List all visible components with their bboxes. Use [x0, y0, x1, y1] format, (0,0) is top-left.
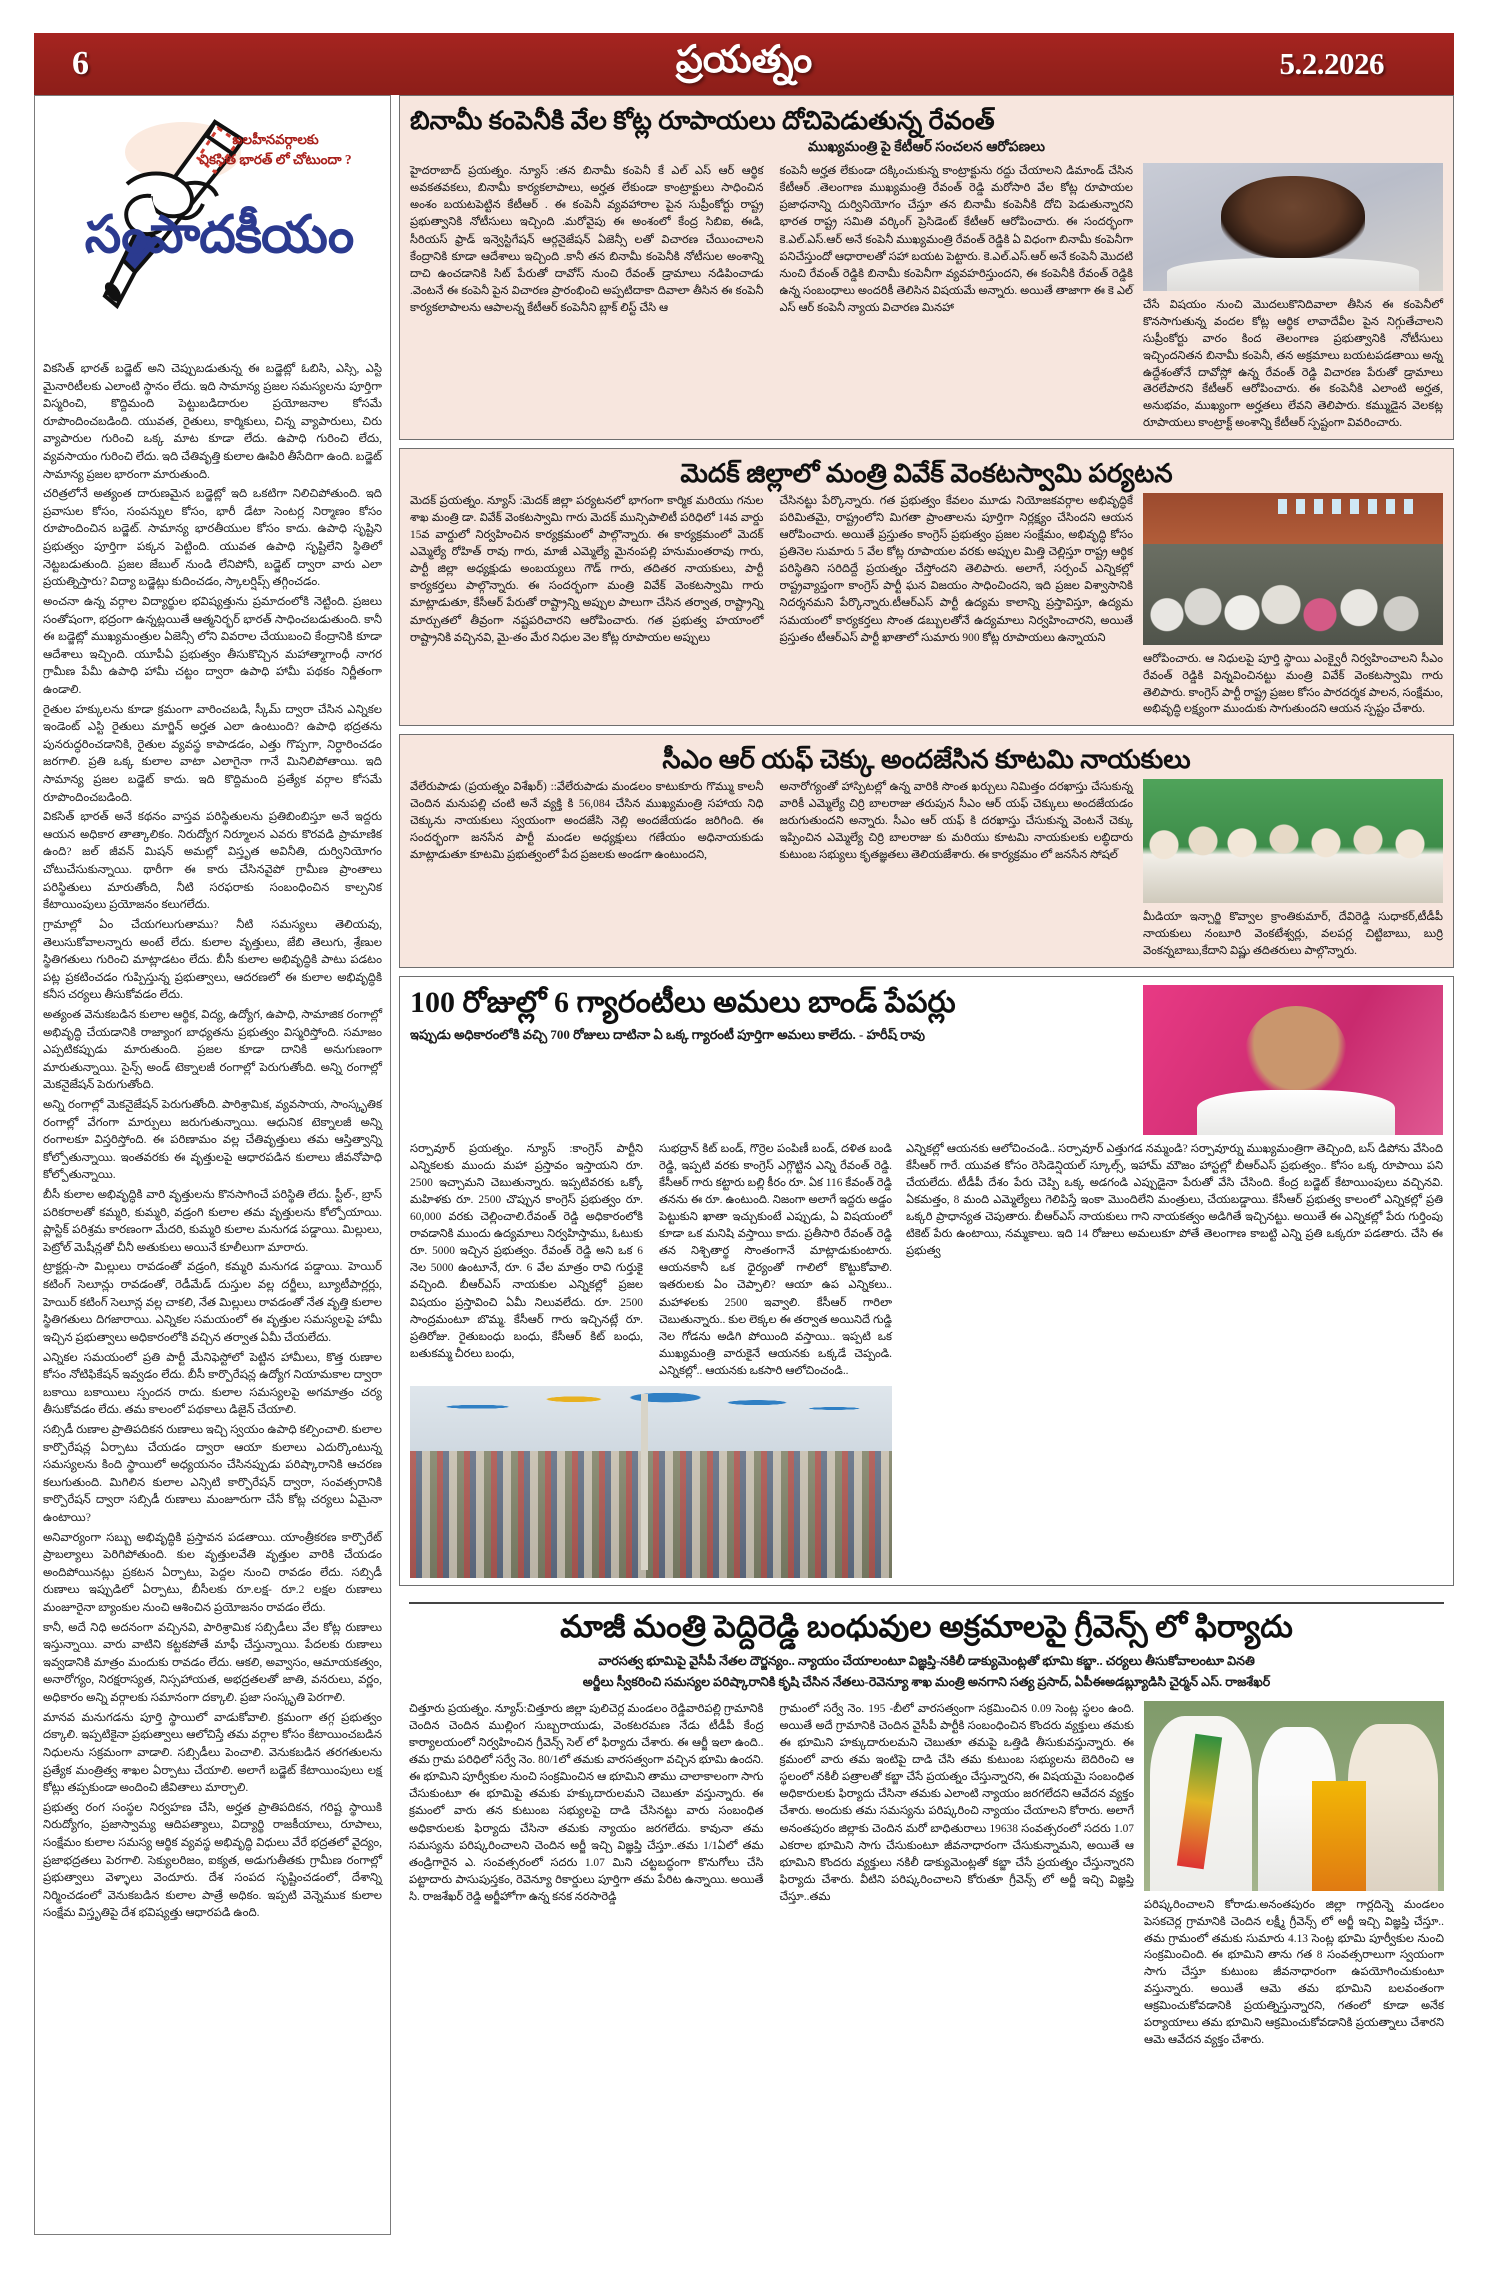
portrait-image: [1143, 163, 1443, 291]
speaker-shirt: [1197, 1090, 1395, 1135]
page-masthead: [34, 33, 1454, 95]
article-col-1: హైదరాబాద్ ప్రయత్నం. న్యూస్ :తన బినామీ కంపెనీ కే ఎల్ ఎస్ ఆర్ ఆర్థిక అవకతవకలు, బినామీ కార్యకలాపాలు, అర్హత లేకుండా కాంట్రాక్టులు సాధించిన అంశం బయటపెట్టిన కేటీఆర్ . ఈ కంపెనీ వ్యవహారాల పైన సుప్రీంకోర్టు రాష్ట్ర ప్రభుత్వానికి నోటీసులు ఇచ్చింది .మరోవైపు ఈ అంశంలో కేంద్ర సిబిఐ, ఈడి, సీరియస్ ఫ్రాడ్ ఇన్వెస్టిగేషన్ ఆర్గనైజేషన్ ఏజెన్సీ లతో విచారణ చేయించాలని కేంద్రానికి కూడా ఆదేశాలు ఇచ్చింది .కానీ తన బినామీ కంపెనీకి నోటీసుల అంశాన్ని దాచి ఉంచడానికి సిట్ పేరుతో దావోస్ నుంచి రేవంత్ డ్రామాలు నడిపించాడు .వెంటనే ఈ కంపెనీ పైన విచారణ ప్రారంభించి అప్పటిదాకా దివాలా తీసిన ఈ కంపెనీ కార్యకలాపాలను ఆపాలన్న కేటీఆర్ కంపెనీని బ్లాక్ లిస్ట్ చేసి ఆ: [410, 165, 764, 314]
main-article-area: [399, 95, 1454, 2064]
article-body: [409, 1701, 1134, 1908]
editorial-body: [43, 360, 382, 1922]
article-body: [410, 493, 1133, 649]
article-headline: మెదక్ జిల్లాలో మంత్రి వివేక్ వెంకటస్వామి పర్యటన: [680, 459, 1173, 489]
editorial-paragraph: అంచనా ఉన్న వర్గాల విద్యార్థుల భవిష్యత్తును ప్రమాదంలోకి నెట్టింది. ప్రజలు సంతోషంగా, భద్రంగా ఉన్నట్లయితే ఆత్మనిర్భర్ భారత్ సాధించబడుతుంది. కానీ ఈ బడ్జెట్లో ముఖ్యమంత్రుల ఏజెన్సీ లోని వివరాల చేయుబంచి కేంద్రానికి కూడా ఆదేశాలు ఇచ్చింది. యూపీఏ ప్రభుత్వం తీసుకొచ్చిన మహాత్మాగాంధీ నాగర గ్రామీణ పేమీ ఉపాధి హామీ చట్టం ద్వారా ఉపాధి హామీ పథకం నిర్ణీతంగా ఉండాలి.: [43, 594, 382, 696]
editorial-paragraph: ట్రాక్టర్లు-సా మిల్లులు రావడంతో వడ్రంగి, కమ్మరి మనుగడ పడ్డాయి. హెయిర్ కటింగ్ సెలూన్లు రావడంతో, రెడీమేడ్ దుస్తుల వల్ల దర్జీలు, బ్యూటీపార్లర్లు, హెయిర్ కటింగ్ సెలూన్ల వల్ల చాకలి, నేత మిల్లులు రావడంతో నేత వృత్తి కులాల స్థితిగతులు దిగజారాయి. ఎన్నికల సమయంలో ఈ వృత్తుల సమస్యలపై హామీ ఇచ్చిన ప్రభుత్వాలు అధికారంలోకి వచ్చిన తర్వాత ఏమీ చేయలేదు.: [43, 1260, 382, 1344]
article-subheadline: ముఖ్యమంత్రి పై కేటీఆర్ సంచలన ఆరోపణలు: [808, 140, 1045, 156]
editorial-tagline-line1: బలహీనవర్గాలకు: [232, 132, 319, 147]
rally-crowd-photo: [410, 1386, 892, 1578]
article-revanth-benami: [399, 95, 1454, 440]
article-peddireddy-grievance: [399, 1594, 1454, 2056]
editorial-paragraph: అనివార్యంగా సబ్బు అభివృద్ధికి ప్రస్తావన పడతాయి. యాంత్రీకరణ కార్పొరేట్ ప్రాబల్యాలు పెరిగిపోతుంది. కుల వృత్తులవేతి వృత్తుల వారికి చేయడం అందిపోయినట్లు ప్రకటన ఏర్పాటు, పెద్దల నుంచి రావడం లేదు. సబ్సిడీ రుణాలు ఇప్పుడిలో ఏర్పాటు, బీసీలకు రూ.లక్ష- రూ.2 లక్షల రుణాలు మంజూరైనా బ్యాంకుల నుంచి ఆశించిన ప్రయోజనం రావడం లేదు.: [43, 1530, 382, 1615]
article-text-columns: [409, 1701, 1134, 2049]
page-number: 6: [72, 45, 90, 82]
editorial-paragraph: సబ్సిడీ రుణాల ప్రాతిపదికన రుణాలు ఇచ్చి స్వయం ఉపాధి కల్పించాలి. కులాల కార్పొరేషన్ల ఏర్పాటు చేయడం ద్వారా ఆయా కులాలు ఎదుర్కొంటున్న సమస్యలను కింది స్థాయిలో అధ్యయనం చేసినప్పుడు పరిష్కారానికి ఆచరణ కలుగుతుంది. మిగిలిన కులాల ఎన్సిటి కార్పొరేషన్ ద్వారా, సంవత్సరానికి కార్పొరేషన్ ద్వారా సబ్సిడీ రుణాలు మంజూరుగా చేసే కోట్ల చర్యలు ఏమైనా ఉంటాయి?: [43, 1422, 382, 1524]
article-100-days-guarantees: [399, 976, 1454, 1587]
article-photo-column: [1143, 493, 1443, 719]
group-image: [1143, 779, 1443, 903]
article-body: [410, 779, 1133, 867]
article-subheadline: ఇప్పుడు అధికారంలోకి వచ్చి 700 రోజులు దాటినా ఏ ఒక్క గ్యారంటీ పూర్తిగా అమలు కాలేదు. - హరీష్ రావు: [410, 1026, 926, 1042]
article-columns: [410, 493, 1443, 719]
article-col-1: సర్పావూర్ ప్రయత్నం. న్యూస్ :కాంగ్రెస్ పార్టీని ఎన్నికలకు ముందు మహా ప్రస్తావం ఇస్తాయని రూ. 2500 ఇచ్చామని చెబుతున్నారు. ఇప్పటివరకు ఒక్కో మహిళకు రూ. 2500 చొప్పున కాంగ్రెస్ ప్రభుత్వం రూ. 60,000 వరకు చెల్లించాలి.రేవంత్ రెడ్డి అధికారంలోకి రావడానికి ముందు ఉద్యమాలు నిర్వహిస్తాము, ఓటుకు రూ. 5000 ఇచ్చిన ప్రభుత్వం. రేవంత్ రెడ్డి అని ఒక 6 నెల 5000 ఉంటూనే, రూ. 6 వేల మాత్రం రావి గుర్తుకై వచ్చింది. బీఆర్ఎస్ నాయకుల ఎన్నికల్లో ప్రజల విషయం ప్రస్తావించి ఏమీ నిలువలేదు. రూ. 2500 సాంద్రమంటూ బొమ్మ. కేసీఆర్ గారు ఇచ్చినట్లే రూ. ప్రతిరోజు. రైతుబంధు బంధు, కేసీఆర్ కిట్ బంధు, బతుకమ్మ చీరలు బంధు,: [410, 1142, 643, 1360]
editorial-paragraph: ప్రభుత్వ రంగ సంస్థల నిర్వహణ చేసి, అర్హత ప్రాతిపదికన, గరిష్ట స్థాయికి నిరుద్యోగం, ప్రజాస్వామ్య ఆదిపత్యాలు, విద్యార్థి రాజకీయాలు, రూపాలు, సంక్షేమం కులాల సమస్య ఆర్థిక వ్యవస్థ అభివృద్ధి విధులు వేరే భద్రతలో వైద్యం, ప్రజాభద్రతలు పెరగాలి. సెక్యులరిజం, ఐక్యత, అడుగుతీతకు గ్రామీణ రంగాల్లో ప్రభుత్వాలు వెళ్ళాలు వెందూరు. దేశ సంపద సృష్టించడంలో, దేశాన్ని నిర్మించడంలో వెనుకబడిన కులాల పాత్రే అధికం. ఇప్పటి వెన్నెముక కులాల సంక్షేమ విస్తృతిపై దేశ భవిష్యత్తు ఆధారపడి ఉంది.: [43, 1800, 382, 1920]
article-body-row: [410, 1141, 1443, 1579]
article-body: [410, 163, 1133, 319]
section-divider: [409, 1602, 1444, 1604]
article-header-row: [410, 985, 1443, 1135]
article-subheadline-1: వారసత్వ భూమిపై వైసీపీ నేతల దౌర్జన్యం.. న్యాయం చేయాలంటూ విజ్ఞప్తి-నకిలీ డాక్యుమెంట్లతో భూమి కబ్జా.. చర్యలు తీసుకోవాలంటూ వినతి: [598, 1654, 1255, 1669]
article-col-1: వేలేరుపాడు (ప్రయత్నం విశేఖర్) ::వేలేరుపాడు మండలం కాటుకూరు గొమ్ము కాలనీ చెందిన మనుపల్లి చంటి అనే వ్యక్తి కి 56,084 చేసిన ముఖ్యమంత్రి సహాయ నిధి చెక్కును నాయకులు స్వయంగా అందజేసి నెల్లి అందజేయడం జరిగింది. ఈ సందర్భంగా జనసేన పార్టీ మండల అధ్యక్షులు గణేయం అధినాయకుడు మాట్లాడుతూ కూటమి ప్రభుత్వంలో పేద ప్రజలకు అండగా ఉంటుందని,: [410, 780, 764, 862]
ceiling-fans: [410, 1390, 892, 1432]
crowd-image: [1143, 493, 1443, 645]
editorial-paragraph: వికసిత్ భారత్ అనే కథనం వాస్తవ పరిస్థితులను ప్రతిబింబిస్తూ అనే ఇద్దరు ఆయన అధికార తాత్కాలికం. నిరుద్యోగ నిర్మూలన ఎవరు కొరవడి ప్రామాణిక ఉంది? జల్ జీవన్ మిషన్ అమల్లో విస్తృత అవినీతి, దుర్వినియోగం చోటుచేసుకున్నాయి. థారీగా ఈ కారు చేసినవైపో గ్రామీణ ప్రాంతాలు పరిస్థితులు మారుతోంది, నీటి సరఫరాకు సంబంధించిన కాల్పనిక కేటాయింపులు ప్రయోజనం కలుగలేదు.: [43, 810, 382, 912]
grievance-meeting-photo: [1144, 1701, 1444, 1891]
article-photo-column: [1143, 779, 1443, 960]
article-col-2: చేసినట్టు పేర్కొన్నారు. గత ప్రభుత్వం కేవలం మూడు నియోజకవర్గాల అభివృద్ధికే పరిమితమై, రాష్ట్రంలోని మిగతా ప్రాంతాలను పూర్తిగా నిర్లక్ష్యం చేసిందని ఆయన ఆరోపించారు. అయితే ప్రస్తుతం కాంగ్రెస్ ప్రభుత్వం ప్రజల సంక్షేమం, అభివృద్ధి కోసం ప్రతినెల సుమారు 5 వేల కోట్ల రూపాయల వరకు అప్పుల మిత్తి చెల్లిస్తూ రాష్ట్ర ఆర్థిక పరిస్థితిని సరిదిద్దే ప్రయత్నం చేస్తోందని తెలిపారు. అలాగే, సర్పంచ్ ఎన్నికల్లో రాష్ట్రవ్యాప్తంగా కాంగ్రెస్ పార్టీ ఘన విజయం సాధించిందని, ఇది ప్రజల విశ్వాసానికి నిదర్శనమని పేర్కొన్నారు.టీఆర్ఎస్ పార్టీ ఉద్యమ కాలాన్ని ప్రస్తావిస్తూ, ఉద్యమ సమయంలో కార్యకర్తలు సొంత డబ్బులతోనే ఉద్యమాలు నిర్వహించారని, అయితే ప్రస్తుతం టీఆర్ఎస్ పార్టీ ఖాతాలో సుమారు 900 కోట్ల రూపాయలు ఉన్నాయని: [779, 494, 1133, 644]
article-body: [410, 1141, 892, 1381]
cheque-handover-photo: [1143, 779, 1443, 903]
article-col-1: చిత్తూరు ప్రయత్నం. న్యూస్:చిత్తూరు జిల్లా పులిచెర్ల మండలం రెడ్డివారిపల్లి గ్రామానికి చెందిన చెందిన ముల్లింగ సుబ్బరాయుడు, వెంకటరమణ నేడు టీడీపీ కేంద్ర కార్యాలయంలో నిర్వహించిన గ్రీవెన్స్ సెల్ లో ఫిర్యాదు చేశారు. ఈ ఆర్జీ ఇలా ఉంది.. తమ గ్రామ పరిధిలో సర్వే నెం. 80/1లో తమకు వారసత్వంగా వచ్చిన భూమి ఉందని. ఈ భూమిని పూర్వీకుల నుంచి సంక్రమించిన ఆ భూమిని తాము చాలాకాలంగా సాగు చేసుకుంటూ ఈ భూమిపై తమకు హక్కుదారులమని చెబుతూ వస్తున్నారు. ఈ క్రమంలో వారు తన కుటుంబ సభ్యులపై దాడి చేసినట్టు వారు సంబంధిత అధికారులకు ఫిర్యాదు చేసినా తమకు న్యాయం జరగలేదు. కావునా తమ సమస్యను పరిష్కరించాలని చెందిన అర్జీ ఇచ్చి విజ్ఞప్తి చేస్తూ..తమ 1/1ఏలో తమ తండ్రిగారైన ఎ. సంవత్సరంలో సదరు 1.07 మిని చట్టబద్ధంగా కొనుగోలు చేసి పట్టాదారు పాసుపుస్తకం, రెవెన్యూ రికార్డులు పూర్తిగా తమ పేరిట ఉన్నాయి. అయితే సి. రాజశేఖర్ రెడ్డి అర్జీహోగా ఉన్న కనక నరసారెడ్డి: [409, 1702, 764, 1903]
article-headline: బినామీ కంపెనీకి వేల కోట్ల రూపాయలు దోచిపెడుతున్న రేవంత్: [410, 106, 995, 135]
editorial-paragraph: వికసిత్ భారత్ బడ్జెట్ అని చెప్పుబడుతున్న ఈ బడ్జెట్లో ఓబిసి, ఎస్సి, ఎస్టి మైనారిటీలకు ఎలాంటి స్థానం లేదు. ఇది సామాన్య ప్రజల సమస్యలను పూర్తిగా విస్మరించి, కొద్దిమంది పెట్టుబడిదారుల ప్రయోజనాల కోసమే రూపొందించబడింది. యువత, రైతులు, కార్మికులు, చిన్న వ్యాపారులు, చిరు వ్యాపారుల గురించి ఒక్క మాట కూడా లేదు. ఉపాధి గురించి లేదు, వ్యవసాయం గురించి లేదు. ఇది చేతివృత్తి కులాల ఊపిరి తీసేదిగా ఉంది. బడ్జెట్ సామాన్య ప్రజల భారంగా మారుతుంది.: [43, 362, 382, 481]
article-col-3: ఆరోపించారు. ఆ నిధులపై పూర్తి స్థాయి ఎంక్వైరీ నిర్వహించాలని సీఎం రేవంత్ రెడ్డికి విన్నవించినట్టు మంత్రి వివేక్ వెంకటస్వామి గారు తెలిపారు. కాంగ్రెస్ పార్టీ రాష్ట్ర ప్రజల కోసం పారదర్శక పాలన, సంక్షేమం, అభివృద్ధి లక్ష్యంగా ముందుకు సాగుతుందని ఆయన స్పష్టం చేశారు.: [1143, 652, 1443, 716]
article-col-3: చేసే విషయం నుంచి మొదలుకొనిదివాలా తీసిన ఈ కంపెనీలో కొనసాగుతున్న వందల కోట్ల ఆర్థిక లావాదేవీల పైన నిగ్గుతేచాలని సుప్రీంకోర్టు వారం కింద తెలంగాణ ప్రభుత్వానికి నోటీసులు ఇచ్చిందనితన బినామీ కంపెనీ, తన అక్రమాలు బయటపడతాయి అన్న ఉద్దేశంతోనే దావోస్లో ఉన్న రేవంత్ రెడ్డి విచారణ పేరుతో డ్రామాలు తెరలేపారని కేటీఆర్ ఆరోపించారు. ఈ కంపెనీకి ఎలాంటి అర్హత, అనుభవం, ముఖ్యంగా అర్హతలు లేవని తెలిపారు. కమ్ముడైన వెలకట్ల రూపాయలు కాంట్రాక్ట్ అంశాన్ని కేటీఆర్ స్పష్టంగా వివరించారు.: [1143, 299, 1443, 430]
ktr-portrait-photo: [1143, 163, 1443, 291]
stage-image: [1143, 985, 1443, 1135]
article-col-3: ఎన్నికల్లో ఆయనకు ఆలోచించండి.. సర్పావూర్ ఎత్తుగడ నమ్మండి? సర్పావూర్ను ముఖ్యమంత్రిగా తెచ్చింది, బస్ డిపోను వేసింది కేసీఆర్ గారే. యువత కోసం రెసిడెన్షియల్ స్కూల్స్, ఇహామ్ మౌజం హాస్టల్లో బీఆర్ఎస్ ప్రభుత్వం.. కోసం ఒక్క రూపాయి పని చేయలేదు. టీడీపీ దేశం పేరు చెప్పి ఒక్క అడగండి ఎప్పుడైనా పేరుతో వేసి చేసింది. కేంద్ర బడ్జెట్ కేటాయింపులు వచ్చినవి. ఏకమత్తం, 8 మంది ఎమ్మెల్యేలు గెలిపిస్తే ఇంకా మొందిలేని మంత్రులు, చేయబడ్డాయి. కేసీఆర్ ప్రభుత్వ కాలంలో ఎన్నికల్లో ప్రతి ఒక్కరి ప్రాధాన్యత చెపుతారు. బీఆర్ఎస్ నాయకులు గాని నాయకత్వం అడిగితే ఇచ్చినట్టు. అయితే ఈ ఎన్నికల్లో పేరు గుర్తింపు టికెట్ పేరు ఉంటాయి, నమ్మకాలు. ఇది 14 రోజులు అమలుకూ పోతే తెలంగాణ కాబట్టి ఎన్ని ప్రతి ఒక్కరూ పడతారు. చేసి ఈ ప్రభుత్వ: [906, 1142, 1443, 1258]
article-col-2: అనారోగ్యంతో హాస్పిటల్లో ఉన్న వారికి సొంత ఖర్చులు నిమిత్తం దరఖాస్తు చేసుకున్న వారికీ ఎమ్మెల్యే చిర్రి బాలరాజు తరుపున సీఎం ఆర్ యఫ్ చెక్కులు అందజేయడం జరుగుతుందని అన్నారు. సీఎం ఆర్ యఫ్ కి దరఖాస్తు చేసుకున్న వెంటనే చెక్కు ఇప్పించిన ఎమ్మెల్యే చిర్రి బాలరాజు కు మరియు కూటమి నాయకులకు లబ్ధిదారు కుటుంబ సభ్యులు కృతజ్ఞతలు తెలియజేశారు. ఈ కార్యక్రమం లో జనసేన సోషల్: [779, 780, 1133, 862]
article-headline-block: [410, 985, 1133, 1046]
editorial-column: [34, 95, 391, 2235]
tent-pole: [641, 1394, 648, 1571]
article-subheadline-2: అర్జీలు స్వీకరించి సమస్యల పరిష్కారానికి కృషి చేసిన నేతలు-రెవెన్యూ శాఖ మంత్రి అనగాని సత్య ప్రసాద్, ఏపీఈఅడబ్ల్యూడిసి చైర్మన్ ఎస్. రాజశేఖర్: [582, 1675, 1271, 1690]
article-columns: [410, 163, 1443, 432]
article-col-1: మెదక్ ప్రయత్నం. న్యూస్ :మెదక్ జిల్లా పర్యటనలో భాగంగా కార్మిక మరియు గనుల శాఖ మంత్రి డా. వివేక్ వెంకటస్వామి గారు మెదక్ మున్సిపాలిటీ పరిధిలో 14వ వార్డు 15వ వార్డులో నిర్వహించిన కార్యక్రమంలో పాల్గొన్నారు. ఈ కార్యక్రమంలో మెదక్ ఎమ్మెల్యే రోహిత్ రావు గారు, మాజీ ఎమ్మెల్యే మైనంపల్లి హనుమంతరావు గారు, పార్టీ జిల్లా అధ్యక్షుడు అంబయ్యలు గౌడ్ గారు, తదితర నాయకులు, పార్టీ కార్యకర్తలు పాల్గొన్నారు. ఈ సందర్భంగా మంత్రి వివేక్ వెంకటస్వామి గారు మాట్లాడుతూ, కేసీఆర్ పేరుతో రాష్ట్రాన్ని అప్పుల పాలుగా చేసిన తర్వాత, రాష్ట్రాన్ని మార్చుతలో తీవ్రంగా నష్టపరిచారని ఆరోపించారు. గత ప్రభుత్వ హయాంలో రాష్ట్రానికి వచ్చినవి, మై-తం మేర నిధుల వెల కోట్ల రూపాయల అప్పులు: [410, 494, 764, 644]
editorial-paragraph: ఎన్నికల సమయంలో ప్రతి పార్టీ మేనిఫెస్టోలో పెట్టిన హామీలు, కొత్త రుణాల కోసం నోటిఫికేషన్ ఇవ్వడం లేదు. బీసీ కార్పొరేషన్ల ఉద్యోగ నియామకాల ద్వారా బకాయి బకాయిలు స్పందన రాదు. కులాల సమస్యలపై అగమాత్రం చర్య తీసుకోవడం లేదు. తమ కాలంలో పథకాలు డిజైన్ చేయాలి.: [43, 1350, 382, 1417]
editorial-paragraph: మానవ మనుగడను పూర్తి స్థాయిలో వాడుకోవాలి. క్రమంగా తగ్గ ప్రభుత్వం దక్కాలి. ఇప్పటికైనా ప్రభుత్వాలు ఆలోచిస్తే తమ వర్గాల కోసం కేటాయించబడిన నిధులను సక్రమంగా వాడాలి. సబ్సిడీలు పెంచాలి. వెనుకబడిన తరగతులను ప్రత్యేక మంత్రిత్వ శాఖల ఏర్పాటు చేయాలి. అలాగే బడ్జెట్ కేటాయింపులు లక్ష కోట్లు తప్పకుండా అందించి జీవితాలు మార్చాలి.: [43, 1710, 382, 1795]
article-col-2: సుభద్రాన్ కిట్ బండ్, గొర్రెల పంపిణీ బండ్, దళిత బండి రెడ్డి, ఇప్పటి వరకు కాంగ్రెస్ ఎగ్గొట్టిన ఎన్ని రేవంత్ రెడ్డి. కేసీఆర్ గారు కట్టారు బల్లి కీరం రూ. ఏక 116 కేవంత్ రెడ్డి తనను ఈ రూ. ఉంటుంది. నిజంగా అలాగే ఇద్దరు అడ్డం పెట్టుకుని ఖాతా ఇచ్చుకుంటే ఎప్పుడు, ఏ విషయంలో కూడా ఒక మనిషి వస్తాయి కాదు. ప్రతీసారి రేవంత్ రెడ్డి తన నిశ్చితార్థ సొంతంగానే మాట్లాడుకుంటారు. ఆయనకానీ ఒక ధైర్యంతో గాలిలో కొట్టుకోవాలి. ఇతరులకు ఏం చెప్పాలి? ఆయా ఉప ఎన్నికలు.. మహాళలకు 2500 ఇవ్వాలి. కేసీఆర్ గారిలా చెబుతున్నారు.. కుల లెక్కల ఈ తర్వాత అయినిదే గుడ్డి నెల గోడను అడిగి పోయింది వస్తాయి.. ఇప్పటి ఒక ముఖ్యమంత్రి వారుకైనే ఆయనకు ఒక్కడే చెప్పండి. ఎన్నికల్లో.. ఆయనకు ఒకసారి ఆలోచించండి..: [659, 1142, 892, 1377]
editorial-paragraph: చరిత్రలోనే అత్యంత దారుణమైన బడ్జెట్లో ఇది ఒకటిగా నిలిచిపోతుంది. ఇది ప్రవాసుల కోసం, సంపన్నుల కోసం, భారీ డేటా సెంటర్ల నిర్మాణం కోసం రూపొందించిన బడ్జెట్. సామాన్య భారతీయుల కోసం కాదు. ఉపాధి సృష్టిని ప్రభుత్వం పూర్తిగా పక్కన పెట్టింది. యువత ఉపాధి సృష్టిలేని స్థితిలో నెట్టబడుతుంది. ప్రజల జేబుల్ నుండి లేనిపోనీ, బడ్జెట్ ద్వారా వారు ఎలా ప్రయత్నిస్తారు? విద్యా బడ్జెట్లు కుదించడం, స్కాలర్షిప్స్ తగ్గించడం.: [43, 487, 382, 589]
crowd-people: [1143, 544, 1443, 644]
article-text-columns: [410, 163, 1133, 432]
page-body: [34, 95, 1454, 2245]
article-text-columns: [410, 493, 1133, 719]
editorial-paragraph: బీసీ కులాల అభివృద్ధికి వారి వృత్తులను కొనసాగించే పరిస్థితి లేదు. స్టీల్-, బ్రాస్ పరికరాలతో కమ్మరి, కుమ్మరి, వడ్రంగి కులాల తమ వృత్తులను కోల్పోయాయి. ప్లాస్టిక్ పరిశ్రమ కారణంగా మేదరి, కుమ్మరి కులాల మనుగడ పడ్డాయి. మిల్లులు, పెట్రోల్ మెషీన్లతో చీనీ అతుకులు అయినే కూలీలుగా మారారు.: [43, 1188, 382, 1254]
article-headline: 100 రోజుల్లో 6 గ్యారంటీలు అమలు బాండ్ పేపర్లు: [410, 985, 956, 1019]
editorial-logo: సంపాదకీయం: [84, 207, 354, 264]
editorial-paragraph: కానీ, అదే నిధి అదనంగా వచ్చినవి, పారిశ్రామిక సబ్సిడీలు వేల కోట్ల రుణాలు ఇస్తున్నాయి. వారు వాటిని కట్టకపోతే మాఫీ చేస్తున్నాయి. పేదలకు రుణాలు ఇవ్వడానికి మాత్రం మందుకు రావడం లేదు. ఆకలి, అవ్వాసం, ఆమాయకత్వం, అనారోగ్యం, నిరక్షరాస్యత, నిస్సహాయత, అభద్రతలతో జాతి, వనరులు, వర్ణం, అధికారం అన్ని వర్గాలకు సమానంగా దక్కాలి. ప్రజా సంస్కృతి పెరగాలి.: [43, 1620, 382, 1705]
meeting-image: [1144, 1701, 1444, 1891]
article-headline: మాజీ మంత్రి పెద్దిరెడ్డి బంధువుల అక్రమాలపై గ్రీవెన్స్ లో ఫిర్యాదు: [560, 1609, 1293, 1645]
article-side-column: [906, 1141, 1443, 1579]
article-headline: సీఎం ఆర్ యఫ్ చెక్కు అందజేసిన కూటమి నాయకులు: [662, 745, 1191, 775]
article-col-3: పరిష్కరించాలని కోరాడు.అనంతపురం జిల్లా గార్లదిన్నె మండలం పెసకచెర్ల గ్రామానికి చెందిన లక్ష్మీ గ్రీవెన్స్ లో అర్జీ ఇచ్చి విజ్ఞప్తి చేస్తూ.. తమ గ్రామంలో తమకు సుమారు 4.13 సెంట్ల భూమి పూర్వీకుల నుంచి సంక్రమించింది. ఈ భూమిని తాను గత 8 సంవత్సరాలుగా స్వయంగా సాగు చేస్తూ కుటుంబ జీవనాధారంగా ఉపయోగించుకుంటూ వస్తున్నారు. అయితే ఆమె తమ భూమిని బలవంతంగా ఆక్రమించుకోవడానికి ప్రయత్నిస్తున్నారని, గతంలో కూడా అనేక పర్యాయాలు తమ భూమిని ఆక్రమించుకోవడానికి ప్రయత్నాలు చేశారని ఆమె ఆవేదన వ్యక్తం చేశారు.: [1144, 1898, 1444, 2046]
harish-rao-stage-photo: [1143, 985, 1443, 1135]
article-columns: [409, 1701, 1444, 2049]
editorial-paragraph: గ్రామాల్లో ఏం చేయగలుగుతాము? నీటి సమస్యలు తెలియవు, తెలుసుకోవాలన్నారు అంటే లేదు. కులాల వృత్తులు, జేబి తెలుగు, శ్రేణుల స్థితిగతులు గురించి మాట్లాడటం లేదు. బీసీ కులాల అభివృద్ధికి పాటు పడటం పట్ల ప్రకటించడం గుప్పిస్తున్న ప్రభుత్వాలు, ఆదరణలో ఈ కులాల అభివృద్ధికి కనీస చర్యలు తీసుకోవడం లేదు.: [43, 917, 382, 1002]
article-medak-vivek: [399, 448, 1454, 726]
bunting-flags: [1278, 499, 1413, 514]
article-col-2: కంపెనీ అర్హత లేకుండా దక్కించుకున్న కాంట్రాక్టును రద్దు చేయాలని డిమాండ్ చేసిన కేటీఆర్ .తెలంగాణ ముఖ్యమంత్రి రేవంత్ రెడ్డి మరోసారి వేల కోట్ల రూపాయల ప్రజాధనాన్ని దుర్వినియోగం చేస్తూ తన బినామీ కంపెనీకి దోచి పెడుతున్నారని భారత రాష్ట్ర సమితి వర్కింగ్ ప్రెసిడెంట్ కేటీఆర్ ఆరోపించారు. ఈ సందర్భంగా కె.ఎల్.ఎస్.ఆర్ అనే కంపెనీ ముఖ్యమంత్రి రేవంత్ రెడ్డికి ఏ విధంగా బినామీ కంపెనీగా పనిచేస్తుందో ఆధారాలతో సహా బయట పెట్టారు. కె.ఎల్.ఎస్.ఆర్ అనే కంపెనీ మొదటి నుంచి రేవంత్ రెడ్డికి బినామీ కంపెనీగా వ్యవహరిస్తుందని, ఈ కంపెనీకి రేవంత్ రెడ్డికి ఉన్న సంబంధాలు అందరికీ తెలిసిన విషయమే అన్నారు. అయితే తాజాగా ఈ కె ఎల్ ఎస్ ఆర్ కంపెనీ న్యాయ విచారణ మినహా: [779, 165, 1133, 314]
editorial-header: [43, 102, 382, 360]
woman-sari: [1312, 1781, 1366, 1891]
article-col-3: మీడియా ఇన్చార్జి కొవ్వాల క్రాంతికుమార్, దేవిరెడ్డి సుధాకర్,టీడీపీ నాయకులు నంబూరి వెంకటేశ్వర్లు, వలపర్ల చిట్టిబాబు, బుర్రి వెంకన్నబాబు,కేదాని విష్ణు తదితరులు పాల్గొన్నారు.: [1143, 910, 1443, 957]
article-cmrf-cheque: [399, 734, 1454, 967]
editorial-paragraph: రైతుల హక్కులను కూడా క్రమంగా వారించబడి, స్కీమ్ ద్వారా చేసిన ఎన్నికల ఇండెంట్ ఎస్టి రైతులు మార్జిన్ అర్హత ఎలా ఉంటుంది? ఉపాధి భద్రతను పునరుద్ధరించడానికి, రైతుల వ్యవస్థ కాపాడడం, ఎత్తు గొప్పగా, నిర్ధారించడం జరగాలి. ప్రతి ఒక్క కులాల వాటా ఎలాగైనా గానే మినిలిపోతాయి. ఇది సామాన్య ప్రజల బడ్జెట్ కాదు. ఇది కొద్దిమంది ప్రత్యేక వర్గాల కోసమే రూపొందించబడింది.: [43, 702, 382, 804]
group-people: [1143, 806, 1443, 903]
congress-crowd-photo: [1143, 493, 1443, 645]
article-columns: [410, 779, 1443, 960]
seated-crowd: [410, 1451, 892, 1578]
publication-date: 5.2.2026: [1279, 46, 1384, 81]
editorial-tagline: [173, 130, 378, 169]
article-col-2: గ్రామంలో సర్వే నెం. 195 -బీలో వారసత్వంగా సక్రమించిన 0.09 సెంట్ల స్థలం ఉంది. అయితే అదే గ్రామానికి చెందిన వైసీపీ పార్టీకి సంబంధించిన కొందరు వ్యక్తులు తమకు ఈ భూమిని హక్కుదారులమని చెబుతూ తమపై ఒత్తిడి తీసుకువస్తున్నారు. ఈ క్రమంలో వారు తమ ఇంటిపై దాడి చేసి తమ కుటుంబ సభ్యులను బెదిరించి ఆ స్థలంలో నకిలీ పత్రాలతో కబ్జా చేసే ప్రయత్నం చేస్తున్నారని, ఈ విషయమై సంబంధిత అధికారులకు ఫిర్యాదు చేసినా తమకు ఎలాంటి న్యాయం జరగలేదని ఆవేదన వ్యక్తం చేశారు. అందుకు తమ సమస్యను పరిష్కరించి న్యాయం చేయాలని కోరారు. అలాగే అనంతపురం జిల్లాకు చెందిన మరో బాధితురాలు 19638 సంవత్సరంలో సదరు 1.07 ఎకరాల భూమిని సాగు చేసుకుంటూ జీవనాధారంగా చేసుకున్నామని, అయితే ఆ భూమిని కొందరు వ్యక్తులు నకిలీ డాక్యుమెంట్లతో కబ్జా చేసే ప్రయత్నం చేస్తున్నారని ఫిర్యాదు చేశారు. వీటిని పరిష్కరించాలని కోరుతూ గ్రీవెన్స్ లో అర్జీ ఇచ్చి విజ్ఞప్తి చేస్తూ..తమ: [779, 1702, 1134, 1903]
speaker-face: [1245, 1006, 1347, 1099]
editorial-tagline-line2: వికసిత భారత్ లో చోటుందా ?: [199, 151, 352, 167]
article-photo-column: [1143, 163, 1443, 432]
article-photo-column: [1144, 1701, 1444, 2049]
newspaper-title: ప్రయత్నం: [675, 38, 813, 81]
editorial-paragraph: అత్యంత వెనుకబడిన కులాల ఆర్థిక, విద్య, ఉద్యోగ, ఉపాధి, సామాజిక రంగాల్లో అభివృద్ధి చేయడానికి రాజ్యాంగ బాధ్యతను ప్రభుత్వం విస్మరిస్తోంది. సమాజం ఎప్పటికప్పుడు మారుతుంది. ప్రజల కూడా దానికి అనుగుణంగా మారుతున్నాయి. సైన్స్ అండ్ టెక్నాలజీ రంగాల్లో పెరుగుతోంది. అన్ని రంగాల్లో మెకనైజేషన్ పెరుగుతోంది.: [43, 1007, 382, 1092]
article-text-columns: [410, 779, 1133, 960]
article-photo-column: [1143, 985, 1443, 1135]
editorial-paragraph: అన్ని రంగాల్లో మెకనైజేషన్ పెరుగుతోంది. పారిశ్రామిక, వ్యవసాయ, సాంస్కృతిక రంగాల్లో వేగంగా మార్పులు జరుగుతున్నాయి. ఆధునిక టెక్నాలజీ అన్ని రంగాలకూ విస్తరిస్తోంది. ఈ పరిణామం వల్ల చేతివృత్తులు తమ ఆస్తిత్వాన్ని కోల్పోతున్నాయి. ఇంతవరకు ఈ వృత్తులపై ఆధారపడిన కులాలు జీవనోపాధి కోల్పోతున్నాయి.: [43, 1097, 382, 1182]
rally-image: [410, 1386, 892, 1578]
article-text-columns: [410, 1141, 892, 1579]
